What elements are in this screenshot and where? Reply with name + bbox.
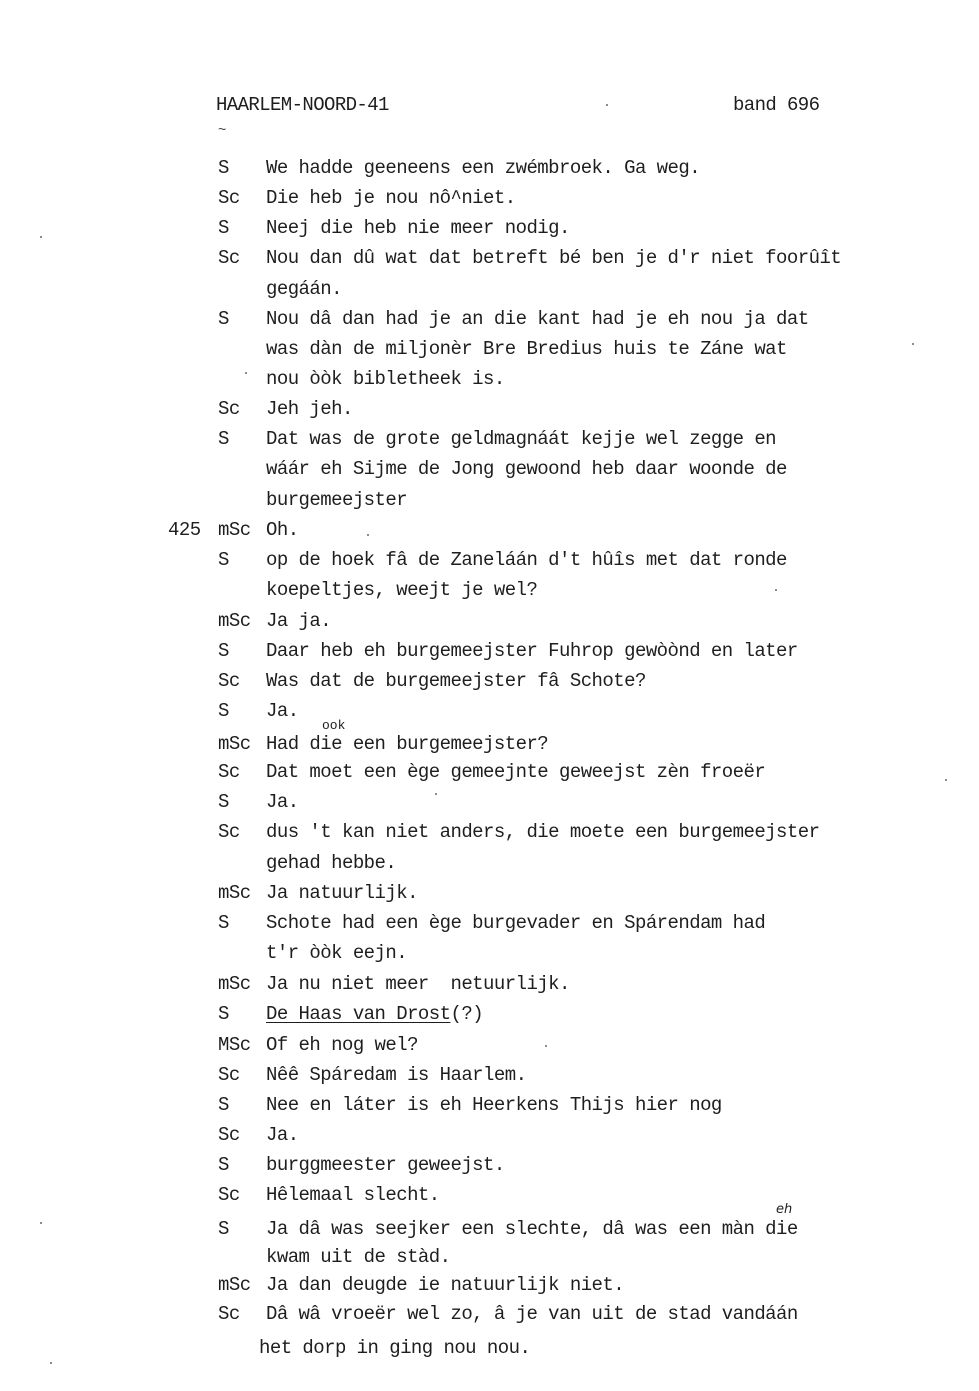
utterance-text-content: Had die een burgemeejster? — [266, 733, 549, 755]
speaker-label: S — [218, 791, 229, 813]
line-number: 425 — [168, 519, 201, 541]
utterance-text-content: Die heb je nou nô^niet. — [266, 187, 516, 209]
transcript-line — [0, 821, 979, 843]
transcript-line — [0, 942, 979, 964]
paper-speck — [367, 534, 369, 536]
transcript-line — [0, 1246, 979, 1268]
transcript-line — [0, 1124, 979, 1146]
transcript-line — [0, 338, 979, 360]
utterance-text — [266, 489, 407, 511]
utterance-text-content: Ja natuurlijk. — [266, 882, 418, 904]
speaker-label: S — [218, 1003, 229, 1025]
transcript-line — [0, 1094, 979, 1116]
utterance-text — [266, 1094, 722, 1116]
speaker-label: S — [218, 308, 229, 330]
utterance-text — [266, 579, 537, 601]
paper-speck — [912, 343, 914, 345]
utterance-text-content: gegáán. — [266, 278, 342, 300]
utterance-text-content: Dat was de grote geldmagnáát kejje wel zegge en — [266, 428, 777, 450]
utterance-text — [266, 549, 787, 571]
utterance-text-content: Daar heb eh burgemeejster Fuhrop gewòònd en later — [266, 640, 798, 662]
paper-speck — [545, 1045, 547, 1047]
speaker-label: Sc — [218, 398, 240, 420]
utterance-text — [266, 247, 841, 269]
speaker-label: MSc — [218, 1034, 251, 1056]
speaker-label: S — [218, 157, 229, 179]
utterance-text — [266, 761, 765, 783]
transcript-line — [0, 519, 979, 541]
paper-speck — [40, 1222, 42, 1224]
utterance-text — [266, 640, 798, 662]
utterance-text — [266, 1274, 624, 1296]
utterance-text — [266, 821, 819, 843]
transcript-line — [0, 217, 979, 239]
utterance-text — [266, 912, 765, 934]
utterance-text — [266, 610, 331, 632]
transcript-line — [0, 579, 979, 601]
utterance-text — [266, 1034, 418, 1056]
speaker-label: mSc — [218, 1274, 251, 1296]
speaker-label: mSc — [218, 733, 251, 755]
utterance-text — [266, 700, 299, 722]
document-title: HAARLEM-NOORD-41 — [216, 94, 389, 116]
transcript-line — [0, 187, 979, 209]
transcript-line — [0, 791, 979, 813]
utterance-text-content: nou òòk bibletheek is. — [266, 368, 505, 390]
utterance-text-content: Ja. — [266, 700, 299, 722]
utterance-text — [266, 1246, 450, 1268]
transcript-line — [0, 1274, 979, 1296]
speaker-label: Sc — [218, 1064, 240, 1086]
transcript-line — [0, 640, 979, 662]
speaker-label: S — [218, 700, 229, 722]
handwritten-insertion-eh: eh — [776, 1202, 793, 1217]
speaker-label: Sc — [218, 1184, 240, 1206]
utterance-text-content: Dâ wâ vroeër wel zo, â je van uit de stad vandáán — [266, 1303, 798, 1325]
transcript-line — [0, 1064, 979, 1086]
speaker-label: S — [218, 217, 229, 239]
utterance-text — [266, 368, 505, 390]
paper-speck — [245, 372, 247, 374]
transcript-line — [0, 398, 979, 420]
speaker-label: S — [218, 640, 229, 662]
utterance-text — [266, 278, 342, 300]
transcript-line — [0, 1154, 979, 1176]
speaker-label: S — [218, 912, 229, 934]
transcript-line — [0, 1034, 979, 1056]
utterance-text — [266, 1218, 798, 1240]
utterance-text — [266, 1064, 526, 1086]
transcript-line — [0, 368, 979, 390]
utterance-text — [266, 1154, 505, 1176]
utterance-text-content: t'r òòk eejn. — [266, 942, 408, 964]
paper-speck — [775, 589, 777, 591]
utterance-text-content: dus 't kan niet anders, die moete een burgemeejster — [266, 821, 820, 843]
utterance-text — [266, 428, 776, 450]
utterance-text — [266, 852, 396, 874]
transcript-line — [0, 761, 979, 783]
speaker-label: Sc — [218, 1303, 240, 1325]
utterance-text-content: burgemeejster — [266, 489, 408, 511]
transcript-line — [0, 882, 979, 904]
transcript-line — [0, 733, 979, 755]
transcript-line — [0, 1218, 979, 1240]
utterance-text-content: Nou dâ dan had je an die kant had je eh nou ja dat — [266, 308, 809, 330]
transcript-line — [0, 157, 979, 179]
utterance-text-content: Ja dâ was seejker een slechte, dâ was een màn die — [266, 1218, 798, 1240]
speaker-label: Sc — [218, 1124, 240, 1146]
transcript-line — [0, 670, 979, 692]
utterance-text — [266, 1303, 798, 1325]
transcript-line — [0, 278, 979, 300]
utterance-text — [266, 670, 646, 692]
utterance-text-content: Nêê Spáredam is Haarlem. — [266, 1064, 527, 1086]
utterance-text — [266, 1124, 299, 1146]
speaker-label: S — [218, 428, 229, 450]
speaker-label: Sc — [218, 821, 240, 843]
margin-mark: ~ — [218, 123, 227, 139]
utterance-text — [266, 1184, 440, 1206]
transcript-line — [0, 1303, 979, 1325]
utterance-text-content: Schote had een ège burgevader en Spárendam had — [266, 912, 766, 934]
transcript-line — [0, 458, 979, 480]
utterance-text-content: kwam uit de stàd. — [266, 1246, 451, 1268]
utterance-text-content: Of eh nog wel? — [266, 1034, 418, 1056]
speaker-label: mSc — [218, 519, 251, 541]
tape-number: band 696 — [733, 94, 820, 116]
speaker-label: mSc — [218, 882, 251, 904]
utterance-text-content: Ja dan deugde ie natuurlijk niet. — [266, 1274, 625, 1296]
utterance-text — [266, 791, 299, 813]
uncertain-marker: (?) — [450, 1003, 484, 1025]
utterance-text-content: Jeh jeh. — [266, 398, 353, 420]
paper-speck — [435, 793, 437, 795]
utterance-text — [266, 308, 809, 330]
utterance-text-content: Ja ja. — [266, 610, 332, 632]
utterance-text-content: Oh. — [266, 519, 299, 541]
transcript-line — [0, 549, 979, 571]
utterance-text-content: De Haas van Drost — [266, 1003, 451, 1025]
utterance-text — [266, 458, 787, 480]
speaker-label: mSc — [218, 973, 251, 995]
speaker-label: S — [218, 1218, 229, 1240]
utterance-text — [266, 157, 700, 179]
paper-speck — [50, 1362, 52, 1364]
utterance-text — [266, 398, 353, 420]
speaker-label: Sc — [218, 761, 240, 783]
utterance-text-content: Nee en láter is eh Heerkens Thijs hier nog — [266, 1094, 722, 1116]
utterance-text-content: Neej die heb nie meer nodig. — [266, 217, 570, 239]
speaker-label: mSc — [218, 610, 251, 632]
paper-speck — [945, 779, 947, 781]
handwritten-insertion-ook: ook — [322, 718, 346, 733]
utterance-text — [266, 973, 570, 995]
speaker-label: Sc — [218, 670, 240, 692]
transcript-line — [0, 489, 979, 511]
transcript-line — [0, 1337, 979, 1359]
speaker-label: S — [218, 549, 229, 571]
utterance-text — [266, 1003, 483, 1025]
utterance-text — [266, 187, 516, 209]
utterance-text-content: Ja nu niet meer netuurlijk. — [266, 973, 570, 995]
speaker-label: S — [218, 1094, 229, 1116]
utterance-text-content: koepeltjes, weejt je wel? — [266, 579, 538, 601]
speaker-label: Sc — [218, 187, 240, 209]
utterance-text-content: burggmeester geweejst. — [266, 1154, 505, 1176]
speaker-label: Sc — [218, 247, 240, 269]
transcript-line — [0, 700, 979, 722]
transcript-line — [0, 610, 979, 632]
transcript-line — [0, 247, 979, 269]
utterance-text-content: Nou dan dû wat dat betreft bé ben je d'r niet foorûît — [266, 247, 842, 269]
utterance-text — [266, 519, 299, 541]
utterance-text-content: Ja. — [266, 791, 299, 813]
transcript-line — [0, 428, 979, 450]
utterance-text-content: Dat moet een ège gemeejnte geweejst zèn froeër — [266, 761, 766, 783]
utterance-text — [266, 338, 787, 360]
utterance-text — [266, 882, 418, 904]
utterance-text-content: op de hoek fâ de Zaneláán d't hûîs met dat ronde — [266, 549, 787, 571]
utterance-text — [266, 733, 548, 755]
utterance-text-content: was dàn de miljonèr Bre Bredius huis te Záne wat — [266, 338, 787, 360]
transcript-line — [0, 1184, 979, 1206]
transcript-line — [0, 308, 979, 330]
utterance-text-content: wáár eh Sijme de Jong gewoond heb daar woonde de — [266, 458, 787, 480]
transcript-line — [0, 973, 979, 995]
utterance-text — [266, 217, 570, 239]
transcript-line — [0, 912, 979, 934]
transcript-line — [0, 1003, 979, 1025]
utterance-text-content: Was dat de burgemeejster fâ Schote? — [266, 670, 646, 692]
paper-speck — [40, 236, 42, 238]
speaker-label: S — [218, 1154, 229, 1176]
utterance-text-content: gehad hebbe. — [266, 852, 397, 874]
transcript-line — [0, 852, 979, 874]
utterance-text — [266, 942, 407, 964]
utterance-text-content: Hêlemaal slecht. — [266, 1184, 440, 1206]
utterance-text — [259, 1337, 530, 1359]
paper-speck — [606, 104, 608, 106]
utterance-text-content: het dorp in ging nou nou. — [259, 1337, 531, 1359]
utterance-text-content: We hadde geeneens een zwémbroek. Ga weg. — [266, 157, 701, 179]
utterance-text-content: Ja. — [266, 1124, 299, 1146]
